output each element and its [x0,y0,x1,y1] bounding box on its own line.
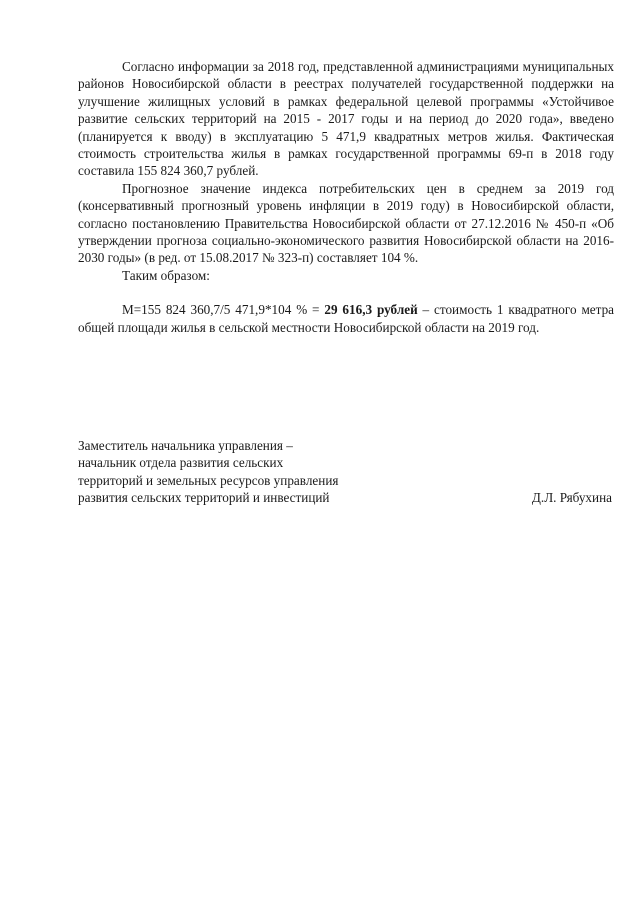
signature-title-line-2: начальник отдела развития сельских [78,455,284,471]
signature-last-row [78,489,614,506]
signature-title-line-4: развития сельских территорий и инвестиций [78,490,330,506]
formula-expression: М=155 824 360,7/5 471,9*104 % = [122,302,325,318]
formula-description: – стоимость 1 квадратного метра общей площади жилья в сельской местности Новосибирской области на 2019 год. [78,302,615,335]
formula-result: 29 616,3 рублей [324,302,418,318]
paragraph-housing-data: Согласно информации за 2018 год, представленной администрациями муниципальных районов Новосибирской области в реестрах получателей государственной поддержки на улучшение жилищных условий в рамках федеральной целевой программы «Устойчивое развитие сельских территорий на 2015 - 2017 годы и на период до 2020 года», введено (планируется к вводу) в эксплуатацию 5 471,9 квадратных метров жилья. Фактическая стоимость строительства жилья в рамках государственной программы 69-п в 2018 году составила 155 824 360,7 рублей. [78,59,614,179]
paragraph-price-index: Прогнозное значение индекса потребительских цен в среднем за 2019 год (консервативный прогнозный уровень инфляции в 2019 году) в Новосибирской области, согласно постановлению Правительства Новосибирской области от 27.12.2016 № 450-п «Об утверждении прогноза социально-экономического развития Новосибирской области на 2016-2030 годы» (в ред. от 15.08.2017 № 323-п) составляет 104 %. [78,180,614,266]
document-body [78,58,614,336]
signature-title-line-3: территорий и земельных ресурсов управления [78,472,339,488]
signature-title-line-1: Заместитель начальника управления – [78,438,293,453]
signatory-name: Д.Л. Рябухина [531,490,612,506]
formula-paragraph [78,301,614,336]
paragraph-conclusion-intro: Таким образом: [122,267,210,283]
signature-block [78,437,614,507]
